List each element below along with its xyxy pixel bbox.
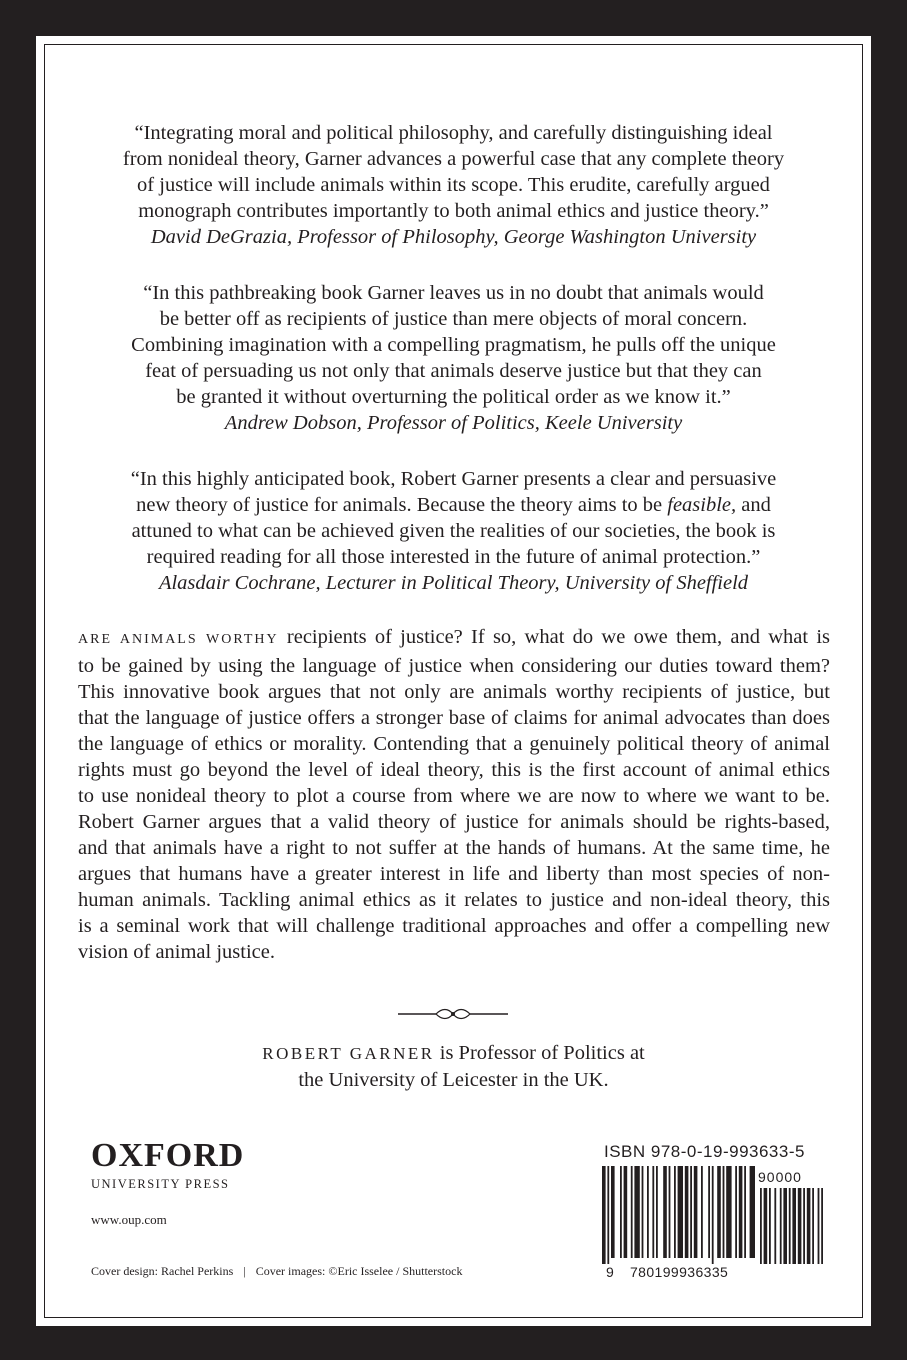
bio-text: is Professor of Politics at: [439, 1042, 645, 1064]
barcode-bar: [620, 1166, 622, 1258]
barcode-bar: [669, 1166, 671, 1258]
review-quote-3: [76, 466, 831, 596]
quote-line: [76, 492, 831, 518]
quote-line: “Integrating moral and political philosophy, and carefully distinguishing ideal: [134, 122, 773, 144]
bio-line: [36, 1040, 871, 1067]
barcode-bar: [631, 1166, 633, 1258]
barcode-bar: [607, 1166, 609, 1264]
barcode-addon-bar: [812, 1188, 814, 1264]
publisher-subtitle: UNIVERSITY PRESS: [91, 1177, 230, 1191]
review-quote-2: [76, 280, 831, 436]
barcode-bar: [663, 1166, 667, 1258]
publisher-url: www.oup.com: [91, 1212, 167, 1227]
publisher-logo: OXFORD: [91, 1137, 245, 1174]
barcode-bar: [723, 1166, 725, 1258]
quote-line: be better off as recipients of justice than mere objects of moral concern.: [159, 308, 748, 330]
quote-line: from nonideal theory, Garner advances a powerful case that any complete theory: [122, 148, 785, 170]
barcode-addon-bar: [780, 1188, 782, 1264]
barcode-bar: [744, 1166, 746, 1258]
barcode-bar: [602, 1166, 606, 1264]
barcode-bar: [717, 1166, 721, 1258]
barcode-bar: [690, 1166, 692, 1258]
quote-line: attuned to what can be achieved given the realities of our societies, the book is: [131, 520, 776, 542]
barcode-bar: [678, 1166, 683, 1258]
desc-line: This innovative book argues that not only are animals worthy recipients of justice, but: [78, 681, 830, 703]
quote-line: of justice will include animals within its scope. This erudite, carefully argued: [137, 174, 770, 196]
quote-line: monograph contributes importantly to both animal ethics and justice theory.”: [138, 200, 769, 222]
desc-line: vision of animal justice.: [78, 941, 275, 963]
desc-line: to be gained by using the language of justice when considering our duties toward them?: [78, 655, 830, 677]
barcode-bar: [750, 1166, 755, 1258]
quote-line: be granted it without overturning the political order as we know it.”: [176, 386, 731, 408]
desc-line: rights must go beyond the level of ideal theory, this is the first account of animal ethics: [78, 759, 830, 781]
barcode-bar: [642, 1166, 644, 1258]
barcode-bar: [624, 1166, 628, 1258]
desc-line: human animals. Tackling animal ethics as it relates to justice and non-ideal theory, this: [78, 889, 830, 911]
desc-line: is a seminal work that will challenge traditional approaches and offer a compelling new: [78, 915, 830, 937]
barcode-addon-bar: [760, 1188, 762, 1264]
quote-attribution: Alasdair Cochrane, Lecturer in Political Theory, University of Sheffield: [158, 572, 749, 594]
quote-line: required reading for all those interested in the future of animal protection.”: [146, 546, 761, 568]
author-bio: [36, 1040, 871, 1093]
barcode-addon-bar: [792, 1188, 796, 1264]
barcode-bar: [701, 1166, 703, 1258]
barcode-bar: [656, 1166, 658, 1258]
ornament-divider-icon: [398, 1006, 508, 1022]
bio-line: the University of Leicester in the UK.: [298, 1069, 609, 1091]
cover-credits: [91, 1264, 462, 1279]
barcode-bar: [694, 1166, 698, 1258]
author-name: ROBERT GARNER: [262, 1044, 435, 1063]
design-credit: Cover design: Rachel Perkins: [91, 1264, 234, 1278]
barcode-bar: [674, 1166, 676, 1258]
barcode-bar: [708, 1166, 710, 1258]
desc-text: recipients of justice? If so, what do we owe them, and what is: [286, 626, 831, 648]
barcode-bar: [739, 1166, 743, 1258]
quote-line: Combining imagination with a compelling pragmatism, he pulls off the unique: [131, 334, 776, 356]
barcode-bar: [726, 1166, 731, 1258]
barcode-addon-bar: [807, 1188, 811, 1264]
barcode-bar: [712, 1166, 714, 1264]
credit-separator: |: [243, 1264, 246, 1278]
desc-line: to use nonideal theory to plot a course from where we are now to where we want to be.: [78, 785, 830, 807]
barcode-bar: [735, 1166, 737, 1258]
barcode-bar: [634, 1166, 639, 1258]
quote-emphasis: feasible,: [667, 494, 737, 516]
barcode-lead-digit: 9: [606, 1264, 614, 1280]
desc-line: that the language of justice offers a stronger base of claims for animal advocates than does: [78, 707, 830, 729]
review-quote-1: [76, 120, 831, 250]
barcode-addon-bar: [818, 1188, 820, 1264]
quote-attribution: David DeGrazia, Professor of Philosophy, George Washington University: [150, 226, 757, 248]
book-description: [78, 624, 830, 965]
barcode-addon-bar: [803, 1188, 805, 1264]
barcode-digits: 780199936335: [630, 1264, 729, 1280]
quote-text: new theory of justice for animals. Because the theory aims to be: [136, 494, 663, 516]
quote-line: “In this pathbreaking book Garner leaves us in no doubt that animals would: [143, 282, 764, 304]
desc-line: the language of ethics or morality. Contending that a genuinely political theory of animal: [78, 733, 830, 755]
barcode-addon-bar: [798, 1188, 802, 1264]
quote-attribution: Andrew Dobson, Professor of Politics, Keele University: [224, 412, 683, 434]
barcode-addon-bar: [769, 1188, 771, 1264]
barcode-bar: [647, 1166, 649, 1258]
barcode-addon-bar: [821, 1188, 823, 1264]
desc-line: Robert Garner argues that a valid theory of justice for animals should be rights-based,: [78, 811, 830, 833]
barcode-addon-bar: [764, 1188, 768, 1264]
desc-lead: ARE ANIMALS WORTHY: [78, 632, 279, 647]
quote-line: feat of persuading us not only that animals deserve justice but that they can: [145, 360, 762, 382]
quote-text: and: [741, 494, 771, 516]
quote-line: “In this highly anticipated book, Robert Garner presents a clear and persuasive: [130, 468, 777, 490]
barcode-bar: [685, 1166, 689, 1258]
barcode-addon-number: 90000: [758, 1169, 802, 1185]
barcode-addon-bar: [783, 1188, 787, 1264]
barcode-bar: [611, 1166, 615, 1258]
barcode-addon-bar: [774, 1188, 776, 1264]
desc-line: [78, 624, 830, 653]
barcode-bar: [652, 1166, 654, 1258]
back-cover: [36, 36, 871, 1326]
barcode-addon-bar: [789, 1188, 791, 1264]
desc-line: argues that humans have a greater interest in life and liberty than most species of non-: [78, 863, 830, 885]
image-credit: Cover images: ©Eric Isselee / Shutterstock: [255, 1264, 463, 1278]
isbn-label: ISBN 978-0-19-993633-5: [604, 1142, 805, 1161]
desc-line: and that animals have a right to not suffer at the hands of humans. At the same time, he: [78, 837, 830, 859]
